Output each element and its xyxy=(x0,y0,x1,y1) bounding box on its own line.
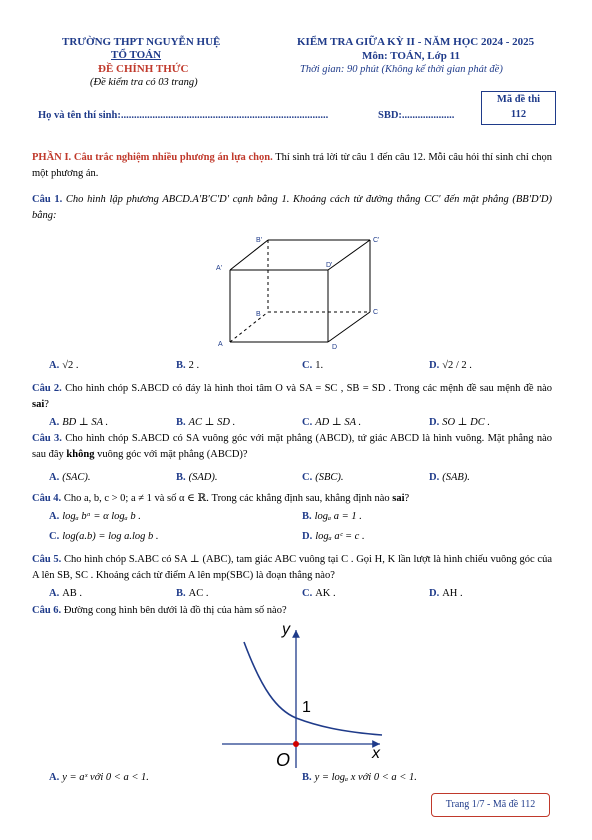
q2-option-a[interactable]: A. BD ⊥ SA . xyxy=(49,417,109,428)
q1-option-a[interactable]: A. √2 . xyxy=(49,360,79,371)
exam-code-box xyxy=(481,91,556,125)
question-6: Câu 6. Đường cong hình bên dưới là đồ thị của hàm số nào? xyxy=(32,605,287,616)
q5-option-d[interactable]: D. AH . xyxy=(429,588,463,599)
q5-option-a[interactable]: A. AB . xyxy=(49,588,83,599)
q5-text: Cho hình chóp S.ABC có SA ⊥ (ABC), tam giác ABC vuông tại C . Gọi H, K lần lượt là hình chiếu vuông góc của A lên SB, SC . Khoảng cách từ điểm A lên mp(SBC) là đoạn thẳng nào? xyxy=(32,554,552,581)
question-4: Câu 4. Cho a, b, c > 0; a ≠ 1 và số α ∈ ℝ. Trong các khẳng định sau, khẳng định nào sai? xyxy=(32,493,410,504)
intercept-label: 1 xyxy=(302,699,311,716)
q3-option-b[interactable]: B. (SAD). xyxy=(176,472,218,483)
function-graph xyxy=(222,620,392,770)
cube-label-B: B xyxy=(256,311,261,318)
question-2: Câu 2. Cho hình chóp S.ABCD có đáy là hình thoi tâm O và SA = SC , SB = SD . Trong các mệnh đề sau mệnh đề nào sai? xyxy=(32,383,552,410)
q4-text: Cho a, b, c > 0; a ≠ 1 và số α ∈ ℝ. Trong các khẳng định sau, khẳng định nào xyxy=(61,493,393,504)
cube-label-C1: C' xyxy=(373,237,380,244)
question-1 xyxy=(32,192,552,224)
q2-option-d[interactable]: D. SO ⊥ DC . xyxy=(429,417,491,428)
cube-figure xyxy=(210,232,390,352)
q1-label: Câu 1. xyxy=(32,194,63,205)
q3-option-a[interactable]: A. (SAC). xyxy=(49,472,91,483)
cube-label-B1: B' xyxy=(256,237,263,244)
x-axis-label: x xyxy=(372,745,380,762)
q4-option-b[interactable]: B. logₐ a = 1 . xyxy=(302,511,362,522)
y-axis-label: y xyxy=(282,621,290,638)
school-name: TRƯỜNG THPT NGUYỄN HUỆ xyxy=(62,36,221,48)
q4-emphasis: sai xyxy=(392,493,405,504)
cube-label-D1: D' xyxy=(326,262,333,269)
function-curve xyxy=(244,642,382,735)
q2-option-c[interactable]: C. AD ⊥ SA . xyxy=(302,417,362,428)
cube-label-A: A xyxy=(218,341,223,348)
q6-option-a[interactable]: A. y = aˣ với 0 < a < 1. xyxy=(49,772,149,783)
cube-label-A1: A' xyxy=(216,265,223,272)
q6-text: Đường cong hình bên dưới là đồ thị của hàm số nào? xyxy=(61,605,287,616)
pages-note: (Đề kiểm tra có 03 trang) xyxy=(90,77,198,88)
sbd-field: SBD:.................... xyxy=(378,110,455,121)
cube-edge-D1C1 xyxy=(328,240,370,270)
cube-edge-A1B1 xyxy=(230,240,268,270)
exam-title: KIỂM TRA GIỮA KỲ II - NĂM HỌC 2024 - 2025 xyxy=(297,36,535,48)
q2-option-b[interactable]: B. AC ⊥ SD . xyxy=(176,417,236,428)
q1-text: Cho hình lập phương ABCD.A′B′C′D′ cạnh bằng 1. Khoảng cách từ đường thẳng CC′ đến mặt phẳng (BB′D′D) bằng: xyxy=(32,194,552,221)
q3-text: Cho hình chóp S.ABCD có SA vuông góc với mặt phẳng (ABCD), tứ giác ABCD là hình vuông. Mặt phẳng nào sau đây xyxy=(32,433,552,460)
cube-edge-AB xyxy=(230,312,268,342)
q4-option-d[interactable]: D. logₐ aᶜ = c . xyxy=(302,531,365,542)
q3-option-c[interactable]: C. (SBC). xyxy=(302,472,344,483)
q4-option-a[interactable]: A. logₐ bᵅ = α logₐ b . xyxy=(49,511,141,522)
q1-option-d[interactable]: D. √2 / 2 . xyxy=(429,360,472,371)
q2-emphasis: sai xyxy=(32,399,45,410)
official-label: ĐỀ CHÍNH THỨC xyxy=(98,63,189,75)
q5-option-b[interactable]: B. AC . xyxy=(176,588,209,599)
part1-intro xyxy=(32,150,552,182)
student-name-field: Họ và tên thí sinh:............................................................................... xyxy=(38,110,329,121)
q1-option-c[interactable]: C. 1. xyxy=(302,360,324,371)
origin-label: O xyxy=(276,750,291,770)
time-line: Thời gian: 90 phút (Không kể thời gian phát đề) xyxy=(300,64,503,75)
q2-text: Cho hình chóp S.ABCD có đáy là hình thoi tâm O và SA = SC , SB = SD . Trong các mệnh đề sau mệnh đề nào xyxy=(61,383,552,394)
q4-option-c[interactable]: C. log(a.b) = log a.log b . xyxy=(49,531,159,542)
origin-point xyxy=(293,741,299,747)
q3-option-d[interactable]: D. (SAB). xyxy=(429,472,470,483)
page-footer: Trang 1/7 - Mã đề 112 xyxy=(431,793,550,817)
q5-option-c[interactable]: C. AK . xyxy=(302,588,336,599)
cube-edge-DC xyxy=(328,312,370,342)
q3-emphasis: không xyxy=(66,449,95,460)
department-name: TỔ TOÁN xyxy=(111,49,162,61)
question-5: Câu 5. Cho hình chóp S.ABC có SA ⊥ (ABC), tam giác ABC vuông tại C . Gọi H, K lần lượt là hình chiếu vuông góc của A lên SB, SC . Khoảng cách từ điểm A lên mp(SBC) là đoạn thẳng nào? xyxy=(32,554,552,581)
exam-code-label: Mã đề thi xyxy=(496,94,541,105)
part1-title: PHẦN I. Câu trắc nghiệm nhiều phương án lựa chọn. xyxy=(32,152,273,163)
part1-instruction: Thí sinh trả lời từ câu 1 đến câu 12. Mỗi câu hỏi thí sinh chỉ chọn một phương án. xyxy=(32,152,552,179)
q6-option-b[interactable]: B. y = logₐ x với 0 < a < 1. xyxy=(302,772,417,783)
exam-code-value: 112 xyxy=(510,109,527,120)
cube-label-C: C xyxy=(373,309,379,316)
cube-label-D: D xyxy=(332,344,338,351)
question-3: Câu 3. Cho hình chóp S.ABCD có SA vuông góc với mặt phẳng (ABCD), tứ giác ABCD là hình vuông. Mặt phẳng nào sau đây không vuông góc với mặt phẳng (ABCD)? xyxy=(32,433,552,460)
q1-option-b[interactable]: B. 2 . xyxy=(176,360,200,371)
subject-line: Môn: TOÁN, Lớp 11 xyxy=(362,50,460,62)
